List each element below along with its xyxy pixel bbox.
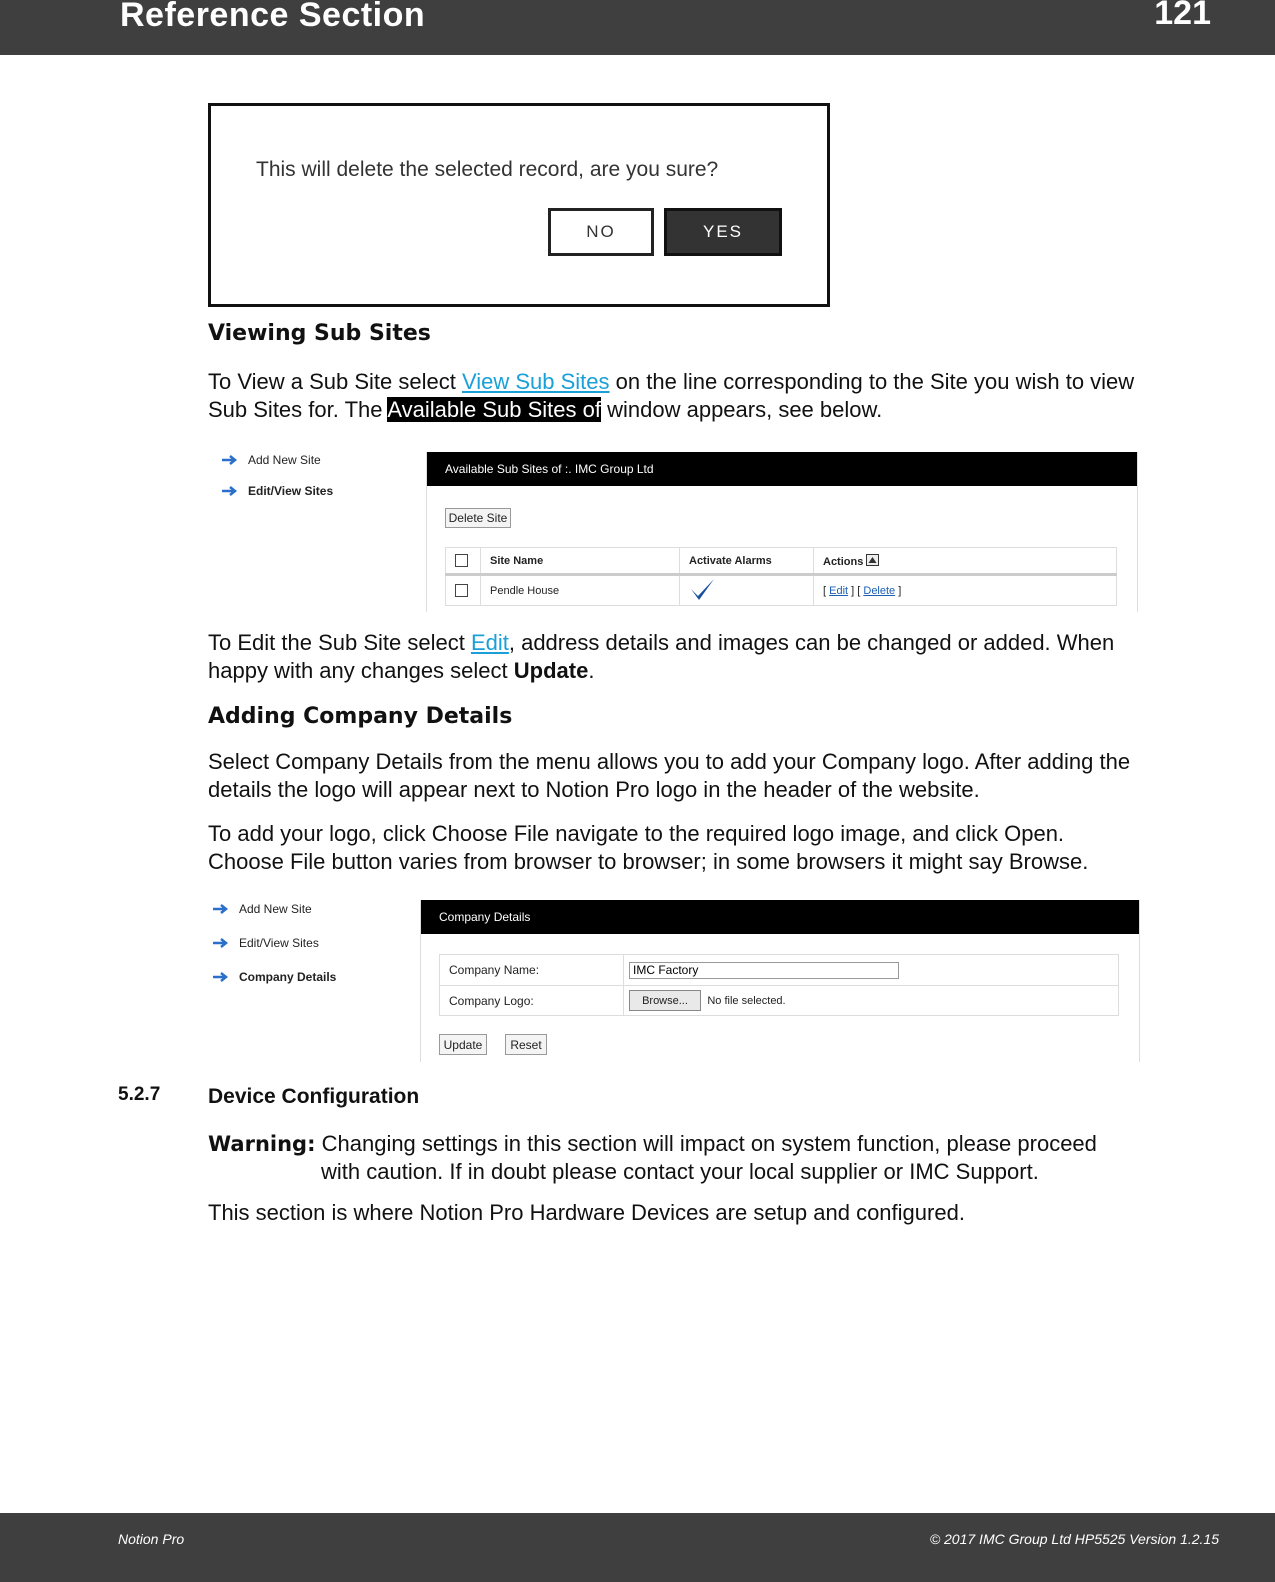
text-run: To View a Sub Site select (208, 369, 462, 394)
arrow-right-icon (212, 937, 230, 949)
col-site-name[interactable]: Site Name (481, 548, 680, 575)
company-details-panel (420, 900, 1140, 1062)
company-logo-row (440, 986, 1119, 1016)
arrow-right-icon (212, 903, 230, 915)
delete-link[interactable]: Delete (863, 584, 896, 597)
text-run: window appears, see below. (601, 397, 883, 422)
available-sub-sites-panel (426, 452, 1138, 612)
company-name-cell (624, 955, 1119, 986)
activate-alarms-cell (680, 575, 814, 606)
text-run: ] (895, 584, 902, 597)
device-configuration-heading: Device Configuration (208, 1085, 420, 1108)
page-footer-bar (0, 1513, 1275, 1582)
view-sub-sites-link[interactable]: View Sub Sites (461, 369, 610, 394)
menu-label: Edit/View Sites (248, 484, 334, 498)
company-paragraph-1: Select Company Details from the menu allows you to add your Company logo. After adding the details the logo will appear next to Notion Pro logo in the header of the website. (208, 749, 1131, 802)
menu-label: Edit/View Sites (239, 936, 319, 950)
warning-label: Warning: (208, 1132, 316, 1156)
company-name-row (440, 955, 1119, 986)
text-run: . (588, 658, 595, 683)
section-title: Reference Section (120, 0, 426, 34)
dialog-message: This will delete the selected record, are you sure? (256, 158, 719, 181)
menu-item-add-new-site[interactable] (221, 453, 321, 467)
panel-title: Available Sub Sites of :. IMC Group Ltd (427, 452, 1137, 486)
menu-label: Add New Site (239, 902, 312, 916)
footer-product: Notion Pro (118, 1531, 185, 1547)
menu-item-company-details[interactable] (212, 970, 336, 984)
sub-sites-screenshot (218, 450, 1138, 612)
menu-label: Add New Site (248, 453, 321, 467)
edit-text-link[interactable]: Edit (470, 630, 509, 655)
text-run: [ (823, 584, 830, 597)
text-run: , address details and images can be changed or added. When happy with any changes select (208, 630, 1115, 683)
arrow-right-icon (221, 454, 239, 466)
warning-line-2: with caution. If in doubt please contact your local supplier or IMC Support. (321, 1159, 1039, 1184)
no-button[interactable]: NO (548, 208, 654, 256)
section-number: 5.2.7 (118, 1084, 161, 1105)
update-bold: Update (513, 658, 589, 683)
arrow-right-icon (221, 485, 239, 497)
table-row (446, 575, 1117, 606)
edit-paragraph (208, 629, 1138, 685)
yes-button[interactable]: YES (664, 208, 782, 256)
company-logo-cell (624, 986, 1119, 1016)
table-header-row (446, 548, 1117, 575)
select-all-checkbox[interactable] (455, 554, 468, 567)
actions-label: Actions (823, 555, 864, 568)
text-run: on the line corresponding to the Site you wish to view Sub Sites for. The (208, 369, 1135, 422)
footer-copyright: © 2017 IMC Group Ltd HP5525 Version 1.2.15 (929, 1531, 1219, 1547)
col-activate-alarms[interactable]: Activate Alarms (680, 548, 814, 575)
site-name-cell: Pendle House (481, 575, 680, 606)
menu-label: Company Details (239, 970, 337, 984)
text-run: To Edit the Sub Site select (208, 630, 471, 655)
checkmark-icon (689, 577, 717, 601)
company-details-screenshot (210, 898, 1140, 1062)
actions-cell (814, 575, 1117, 606)
row-checkbox[interactable] (455, 584, 468, 597)
viewing-paragraph (208, 368, 1138, 424)
browse-button[interactable]: Browse... (629, 990, 701, 1011)
page-header-bar (0, 0, 1275, 55)
delete-confirm-dialog (208, 103, 830, 307)
update-button[interactable]: Update (439, 1034, 487, 1055)
warning-line-1: Changing settings in this section will impact on system function, please proceed (321, 1131, 1097, 1156)
reset-button[interactable]: Reset (505, 1034, 547, 1055)
company-name-input[interactable] (629, 962, 899, 979)
menu-item-edit-view-sites[interactable] (221, 484, 333, 498)
page-number: 121 (1154, 0, 1211, 32)
sort-up-icon (866, 554, 879, 566)
company-name-label: Company Name: (440, 955, 624, 986)
text-run: ] [ (848, 584, 864, 597)
col-actions[interactable] (814, 548, 1117, 575)
menu-item-edit-view-sites[interactable] (212, 936, 319, 950)
available-sub-sites-highlight: Available Sub Sites of (387, 397, 601, 422)
menu-item-add-new-site[interactable] (212, 902, 312, 916)
edit-link[interactable]: Edit (829, 584, 849, 597)
company-details-heading: Adding Company Details (208, 704, 513, 729)
viewing-sub-sites-heading: Viewing Sub Sites (208, 321, 431, 346)
company-form-table (439, 954, 1119, 1016)
row-checkbox-cell (446, 575, 481, 606)
device-paragraph: This section is where Notion Pro Hardware Devices are setup and configured. (208, 1200, 965, 1225)
header-checkbox-cell (446, 548, 481, 575)
no-file-text: No file selected. (707, 994, 786, 1007)
company-paragraph-2: To add your logo, click Choose File navigate to the required logo image, and click Open. Choose File button varies from browser to browser; in some browsers it might say Browse. (208, 821, 1089, 874)
arrow-right-icon (212, 971, 230, 983)
sub-sites-table (445, 547, 1117, 606)
delete-site-button[interactable]: Delete Site (445, 508, 511, 528)
company-logo-label: Company Logo: (440, 986, 624, 1016)
panel-title: Company Details (421, 900, 1139, 934)
warning-block (208, 1130, 1168, 1158)
